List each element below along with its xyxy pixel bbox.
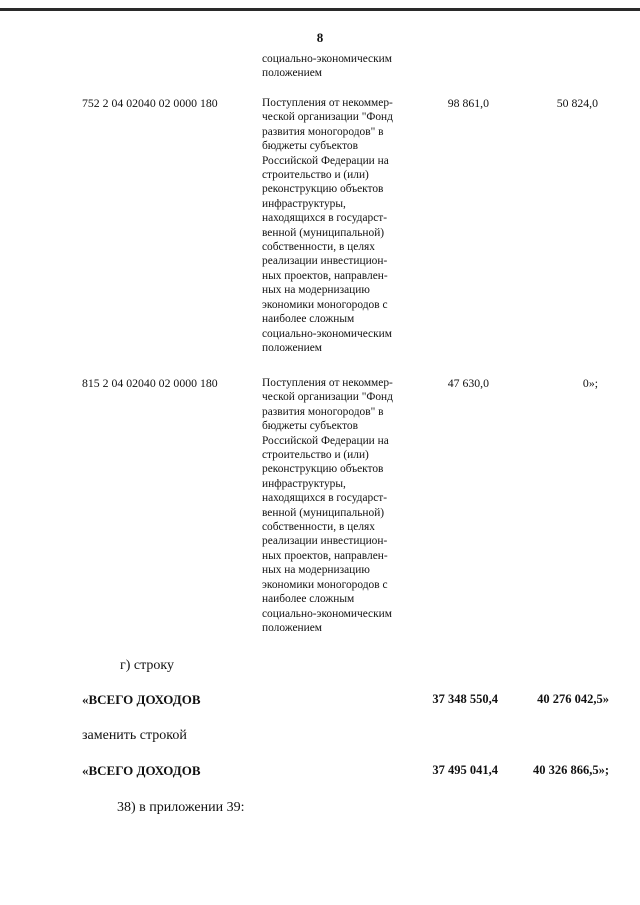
instruction-g: г) строку [120,658,175,673]
description-line: собственности, в целях [262,241,375,254]
description-line: социально-экономическим [262,327,392,340]
description-line: ных проектов, направлен- [262,549,388,562]
description-line: реконструкцию объектов [262,183,384,196]
description-line: развития моногородов" в [262,125,384,138]
row-description [262,376,393,635]
continuation-description [262,52,392,81]
description-line: бюджеты субъектов [262,140,358,153]
description-line: экономики моногородов с [262,578,388,591]
description-line: ных проектов, направлен- [262,269,388,282]
description-line: Поступления от некоммер- [262,97,393,109]
top-rule [0,8,640,11]
description-line: строительство и (или) [262,449,369,462]
description-line: развития моногородов" в [262,405,384,418]
description-line: реконструкцию объектов [262,463,384,476]
total-amount-second-year: 40 276 042,5» [537,692,609,706]
row-description [262,96,393,355]
description-line: строительство и (или) [262,169,369,182]
total-label: «ВСЕГО ДОХОДОВ [82,763,201,778]
amount-first-year: 47 630,0 [447,376,489,390]
description-line: ческой организации "Фонд [262,391,393,404]
description-line: положением [262,67,322,80]
amount-second-year: 0»; [582,376,598,390]
description-line: собственности, в целях [262,521,375,534]
description-line: Российской Федерации на [262,434,389,447]
description-line: экономики моногородов с [262,298,388,311]
description-line: бюджеты субъектов [262,420,358,433]
page-number: 8 [316,30,324,45]
description-line: ных на модернизацию [262,284,370,297]
description-line: наиболее сложным [262,313,355,326]
description-line: Российской Федерации на [262,154,389,167]
description-line: положением [262,621,322,634]
description-line: инфраструктуры, [262,477,346,490]
description-line: Поступления от некоммер- [262,377,393,389]
description-line: реализации инвестицион- [262,255,388,268]
description-line: инфраструктуры, [262,197,346,210]
description-line: находящихся в государст- [262,212,388,225]
description-line: социально-экономическим [262,607,392,620]
total-amount-second-year: 40 326 866,5»; [532,763,609,777]
replace-instruction: заменить строкой [82,728,187,743]
budget-code: 752 2 04 02040 02 0000 180 [82,96,218,110]
description-line: венной (муниципальной) [262,506,385,519]
total-amount-first-year: 37 495 041,4 [432,763,498,777]
description-line: реализации инвестицион- [262,535,388,548]
total-label: «ВСЕГО ДОХОДОВ [82,692,201,707]
description-line: положением [262,341,322,354]
description-line: наиболее сложным [262,593,355,606]
instruction-38: 38) в приложении 39: [117,800,245,815]
description-line: венной (муниципальной) [262,226,385,239]
description-line: социально-экономическим [262,53,392,65]
amount-second-year: 50 824,0 [556,96,598,110]
total-revenue-old [0,692,640,708]
description-line: ных на модернизацию [262,564,370,577]
total-amount-first-year: 37 348 550,4 [432,692,498,706]
description-line: находящихся в государст- [262,492,388,505]
amount-first-year: 98 861,0 [447,96,489,110]
budget-code: 815 2 04 02040 02 0000 180 [82,376,218,390]
description-line: ческой организации "Фонд [262,111,393,124]
total-revenue-new [0,763,640,779]
